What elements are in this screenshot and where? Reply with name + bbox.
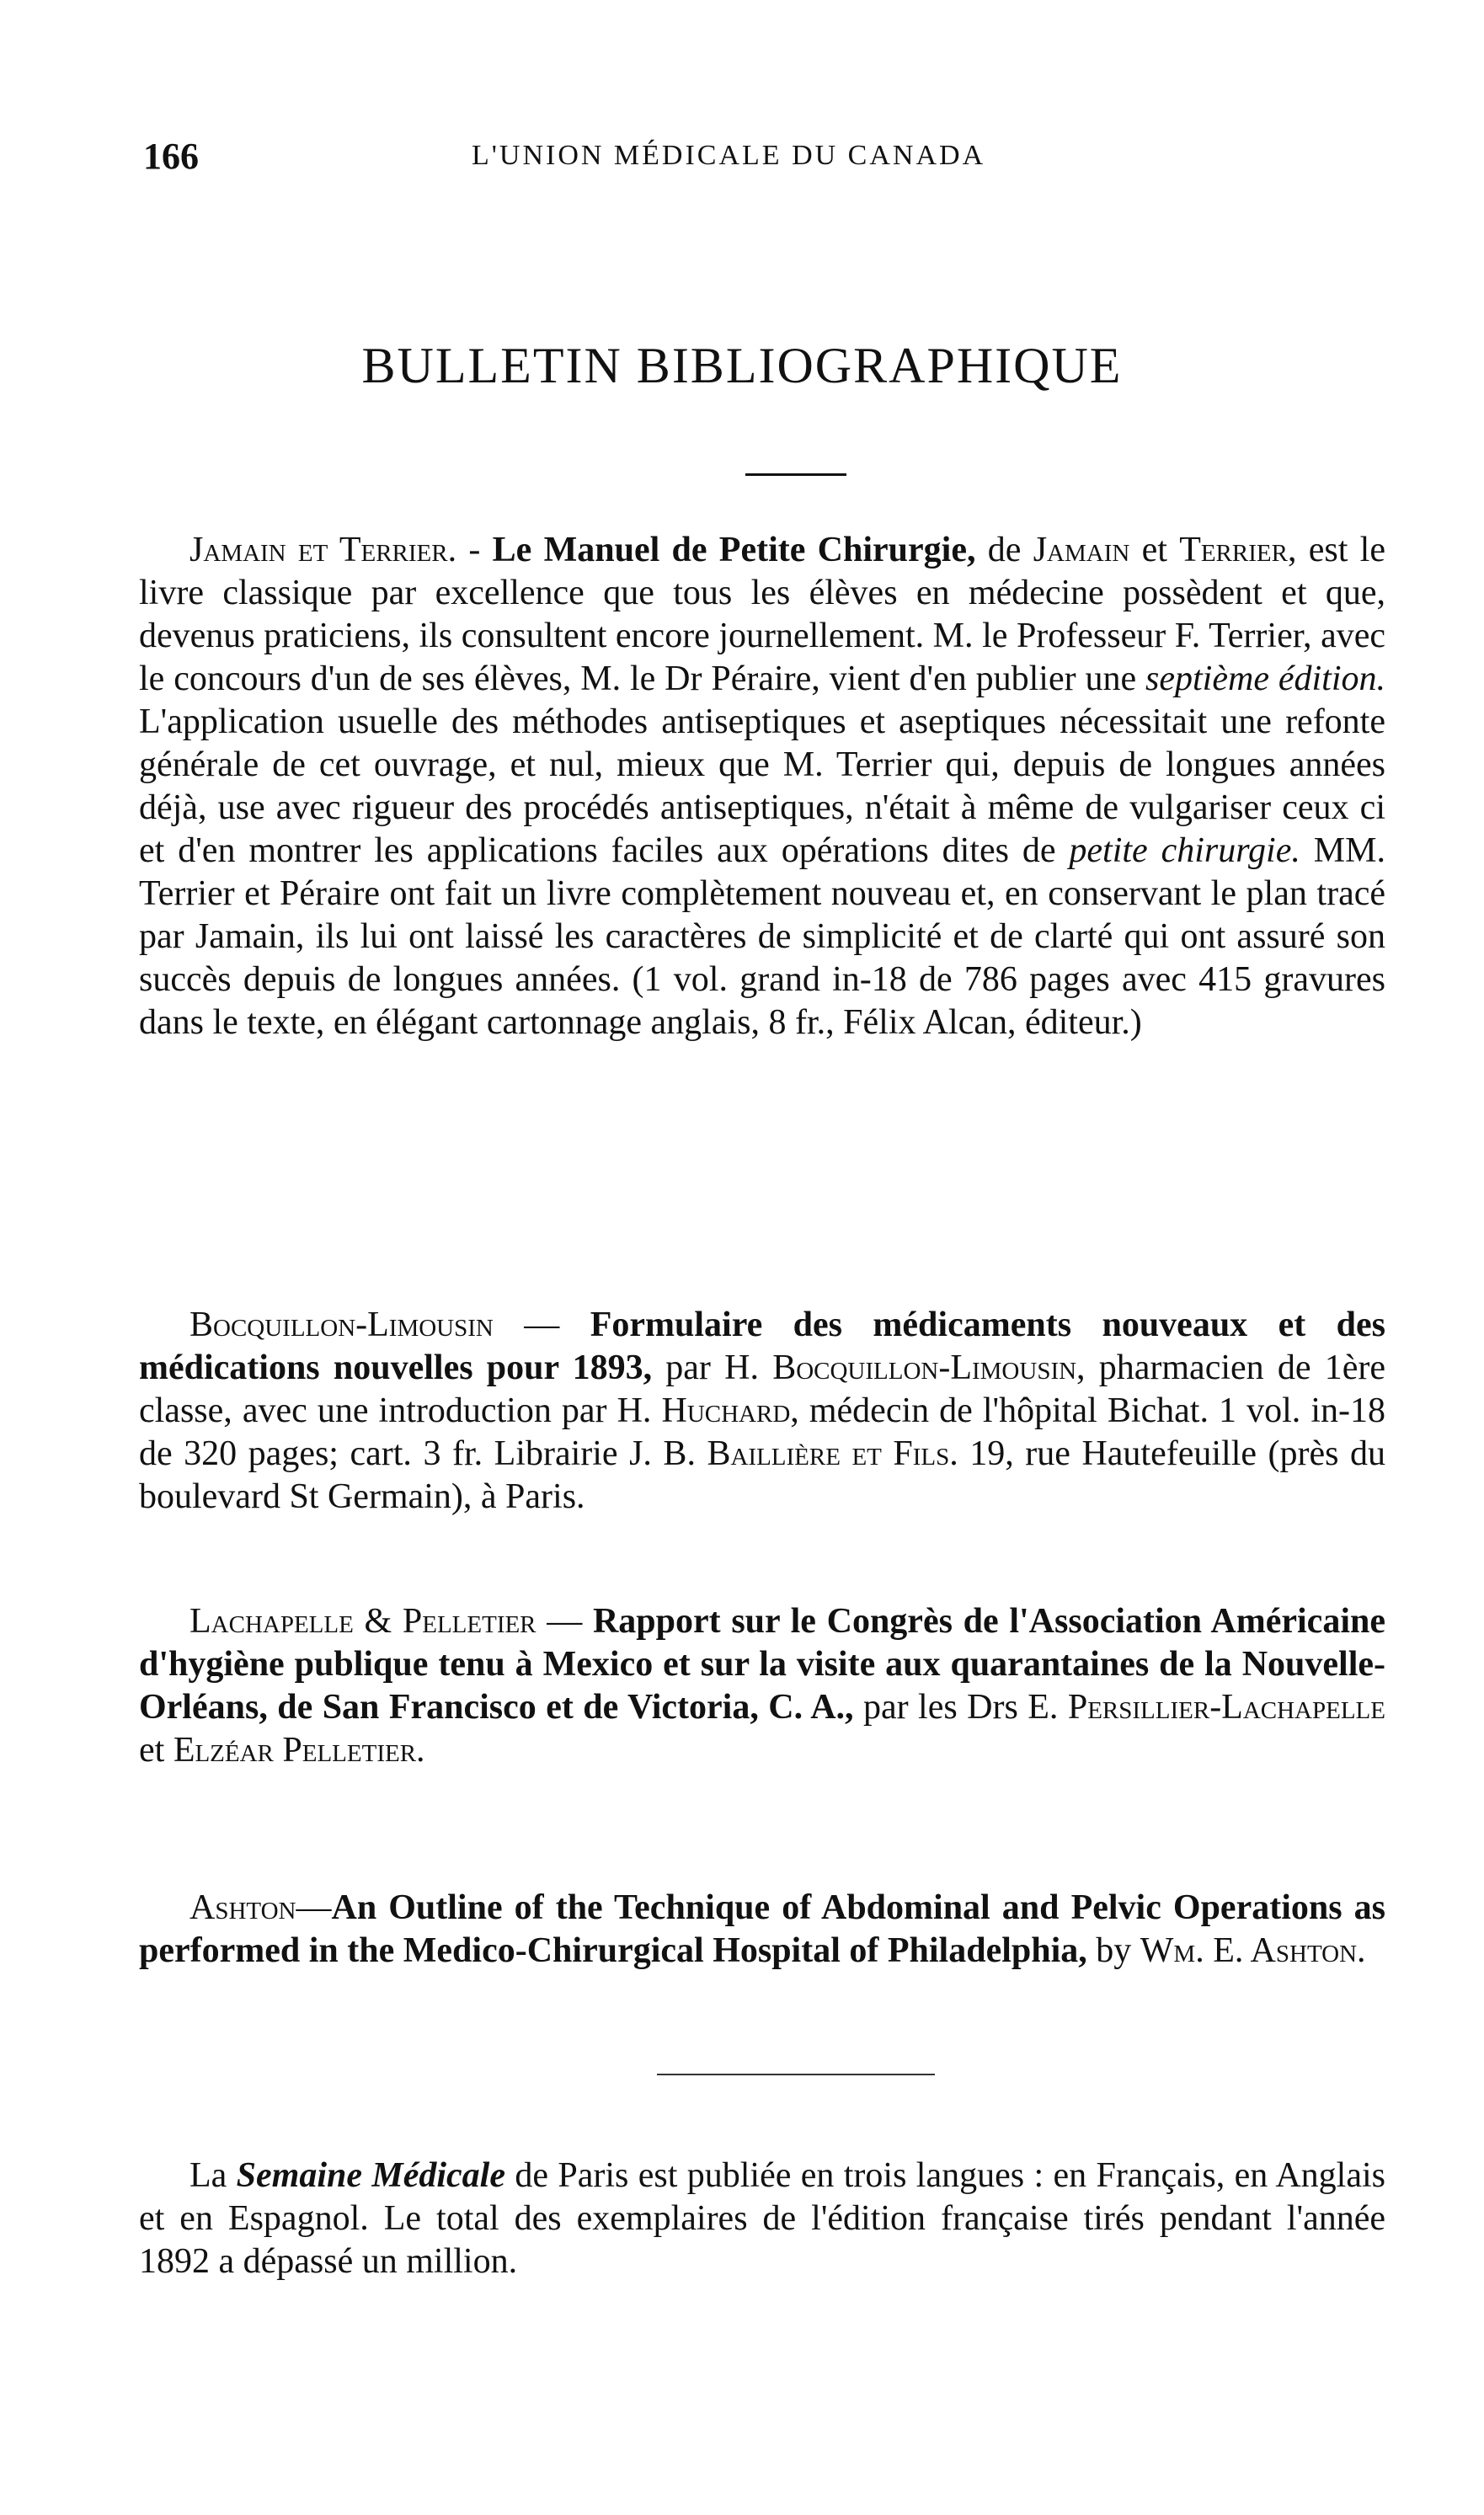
entry-text: de (975, 531, 1033, 569)
entry-author-name: Bocquillon-Limousin (772, 1348, 1077, 1387)
section-title: BULLETIN BIBLIOGRAPHIQUE (361, 338, 1123, 393)
page-number: 166 (143, 136, 199, 177)
entry-paragraph (139, 1887, 1385, 1973)
entry-text: , est le livre classique par excellence que tous les élèves en médecine possèdent et que, devenus praticiens, ils consultent encore journellement. M. le Professeur F. Terrier, avec le concours d'un de ses élèves, M. le Dr Péraire, vient d'en publier une (139, 531, 1385, 698)
entry-text: et (1129, 531, 1180, 569)
entry-title: An Outline of the Technique of Abdominal and Pelvic Operations as performed in the Medico-Chirurgical Hospital of Philadelphia, (139, 1888, 1385, 1970)
entry-text: . (416, 1731, 425, 1770)
note-paragraph (139, 2155, 1385, 2283)
bibliography-entry-jamain-terrier (139, 529, 1385, 1044)
entry-publisher: Baillière et Fils (707, 1434, 950, 1473)
entry-authors: Lachapelle & Pelletier (190, 1602, 536, 1641)
entry-authors: Jamain et Terrier. (190, 531, 457, 569)
bibliography-entry-bocquillon (139, 1304, 1385, 1519)
entry-text: par les Drs E. (853, 1688, 1068, 1727)
entry-paragraph (139, 1304, 1385, 1519)
entry-text: et (139, 1731, 173, 1770)
title-rule (745, 473, 846, 476)
entry-italic: petite chirurgie. (1069, 831, 1300, 870)
entry-dash: — (296, 1888, 332, 1927)
entry-text: by (1086, 1931, 1140, 1970)
note-text: de Paris est publiée en trois langues : en Français, en Anglais et en Espagnol. Le total des exemplaires de l'édition française tirés pendant l'année 1892 a dépassé un million. (139, 2156, 1385, 2281)
journal-title: L'UNION MÉDICALE DU CANADA (472, 140, 986, 171)
entry-author-name: Persillier-Lachapelle (1067, 1688, 1385, 1727)
entry-paragraph (139, 1600, 1385, 1772)
entry-text: L'application usuelle des méthodes antiseptiques et aseptiques nécessitait une refonte générale de cet ouvrage, et nul, mieux que M. Terrier qui, depuis de longues années déjà, use avec rigueur des procédés antiseptiques, n'était à même de vulgariser ceux ci et d'en montrer les applications faciles aux opérations dites de (139, 702, 1385, 870)
entry-authors: Ashton (190, 1888, 296, 1927)
section-divider-rule (657, 2074, 935, 2075)
entry-text: MM. Terrier et Péraire ont fait un livre complètement nouveau et, en conservant le plan tracé par Jamain, ils lui ont laissé les caractères de simplicité et de clarté qui ont assuré son succès depuis de longues années. (1 vol. grand in-18 de 786 pages avec 415 gravures dans le texte, en élégant cartonnage anglais, 8 fr., Félix Alcan, éditeur.) (139, 831, 1385, 1042)
running-head (143, 135, 1373, 185)
entry-authors: Bocquillon-Limousin (190, 1306, 494, 1344)
entry-dash: — (493, 1306, 590, 1344)
entry-author-name: Terrier (1179, 531, 1288, 569)
entry-author-name: Wm. E. Ashton (1140, 1931, 1358, 1970)
entry-author-name: Elzéar Pelletier (173, 1731, 417, 1770)
entry-title: Le Manuel de Petite Chirurgie, (492, 531, 976, 569)
entry-text: , médecin de l'hôpital Bichat. 1 vol. in-18 de 320 pages; cart. 3 fr. Librairie J. B. (139, 1391, 1385, 1473)
closing-note (139, 2155, 1385, 2283)
entry-text: . 19, rue Hautefeuille (près du boulevard St Germain), à Paris. (139, 1434, 1385, 1516)
entry-dash: — (536, 1602, 593, 1641)
note-italic-title: Semaine Médicale (236, 2156, 505, 2195)
entry-italic: septième édition. (1145, 659, 1385, 698)
entry-text: par H. (652, 1348, 773, 1387)
bibliography-entry-ashton (139, 1887, 1385, 1973)
bibliography-entry-lachapelle-pelletier (139, 1600, 1385, 1772)
entry-author-name: Huchard (661, 1391, 791, 1430)
entry-title: Formulaire des médicaments nouveaux et des médications nouvelles pour 1893, (139, 1306, 1386, 1387)
entry-text: . (1357, 1931, 1366, 1970)
entry-author-name: Jamain (1033, 531, 1130, 569)
entry-paragraph: Jamain et Terrier. - Le Manuel de Petite Chirurgie, de Jamain et Terrier, est le livre classique par excellence que tous les élèves en médecine possèdent et que, devenus praticiens, ils consultent encore journellement. M. le Professeur F. Terrier, avec le concours d'un de ses élèves, M. le Dr Péraire, vient d'en publier une septième édition. L'application usuelle des méthodes antiseptiques et aseptiques nécessitait une refonte générale de cet ouvrage, et nul, mieux que M. Terrier qui, depuis de longues années déjà, use avec rigueur des procédés antiseptiques, n'était à même de vulgariser ceux ci et d'en montrer les applications faciles aux opérations dites de petite chirurgie. MM. Terrier et Péraire ont fait un livre complètement nouveau et, en conservant le plan tracé par Jamain, ils lui ont laissé les caractères de simplicité et de clarté qui ont assuré son succès depuis de longues années. (1 vol. grand in-18 de 786 pages avec 415 gravures dans le texte, en élégant cartonnage anglais, 8 fr., Félix Alcan, éditeur.) (139, 531, 1385, 1042)
note-text: La (190, 2156, 237, 2195)
entry-text: , pharmacien de 1ère classe, avec une introduction par H. (139, 1348, 1385, 1430)
entry-title: Rapport sur le Congrès de l'Association Américaine d'hygiène publique tenu à Mexico et sur la visite aux quarantaines de la Nouvelle-Orléans, de San Francisco et de Victoria, C. A., (139, 1602, 1385, 1727)
